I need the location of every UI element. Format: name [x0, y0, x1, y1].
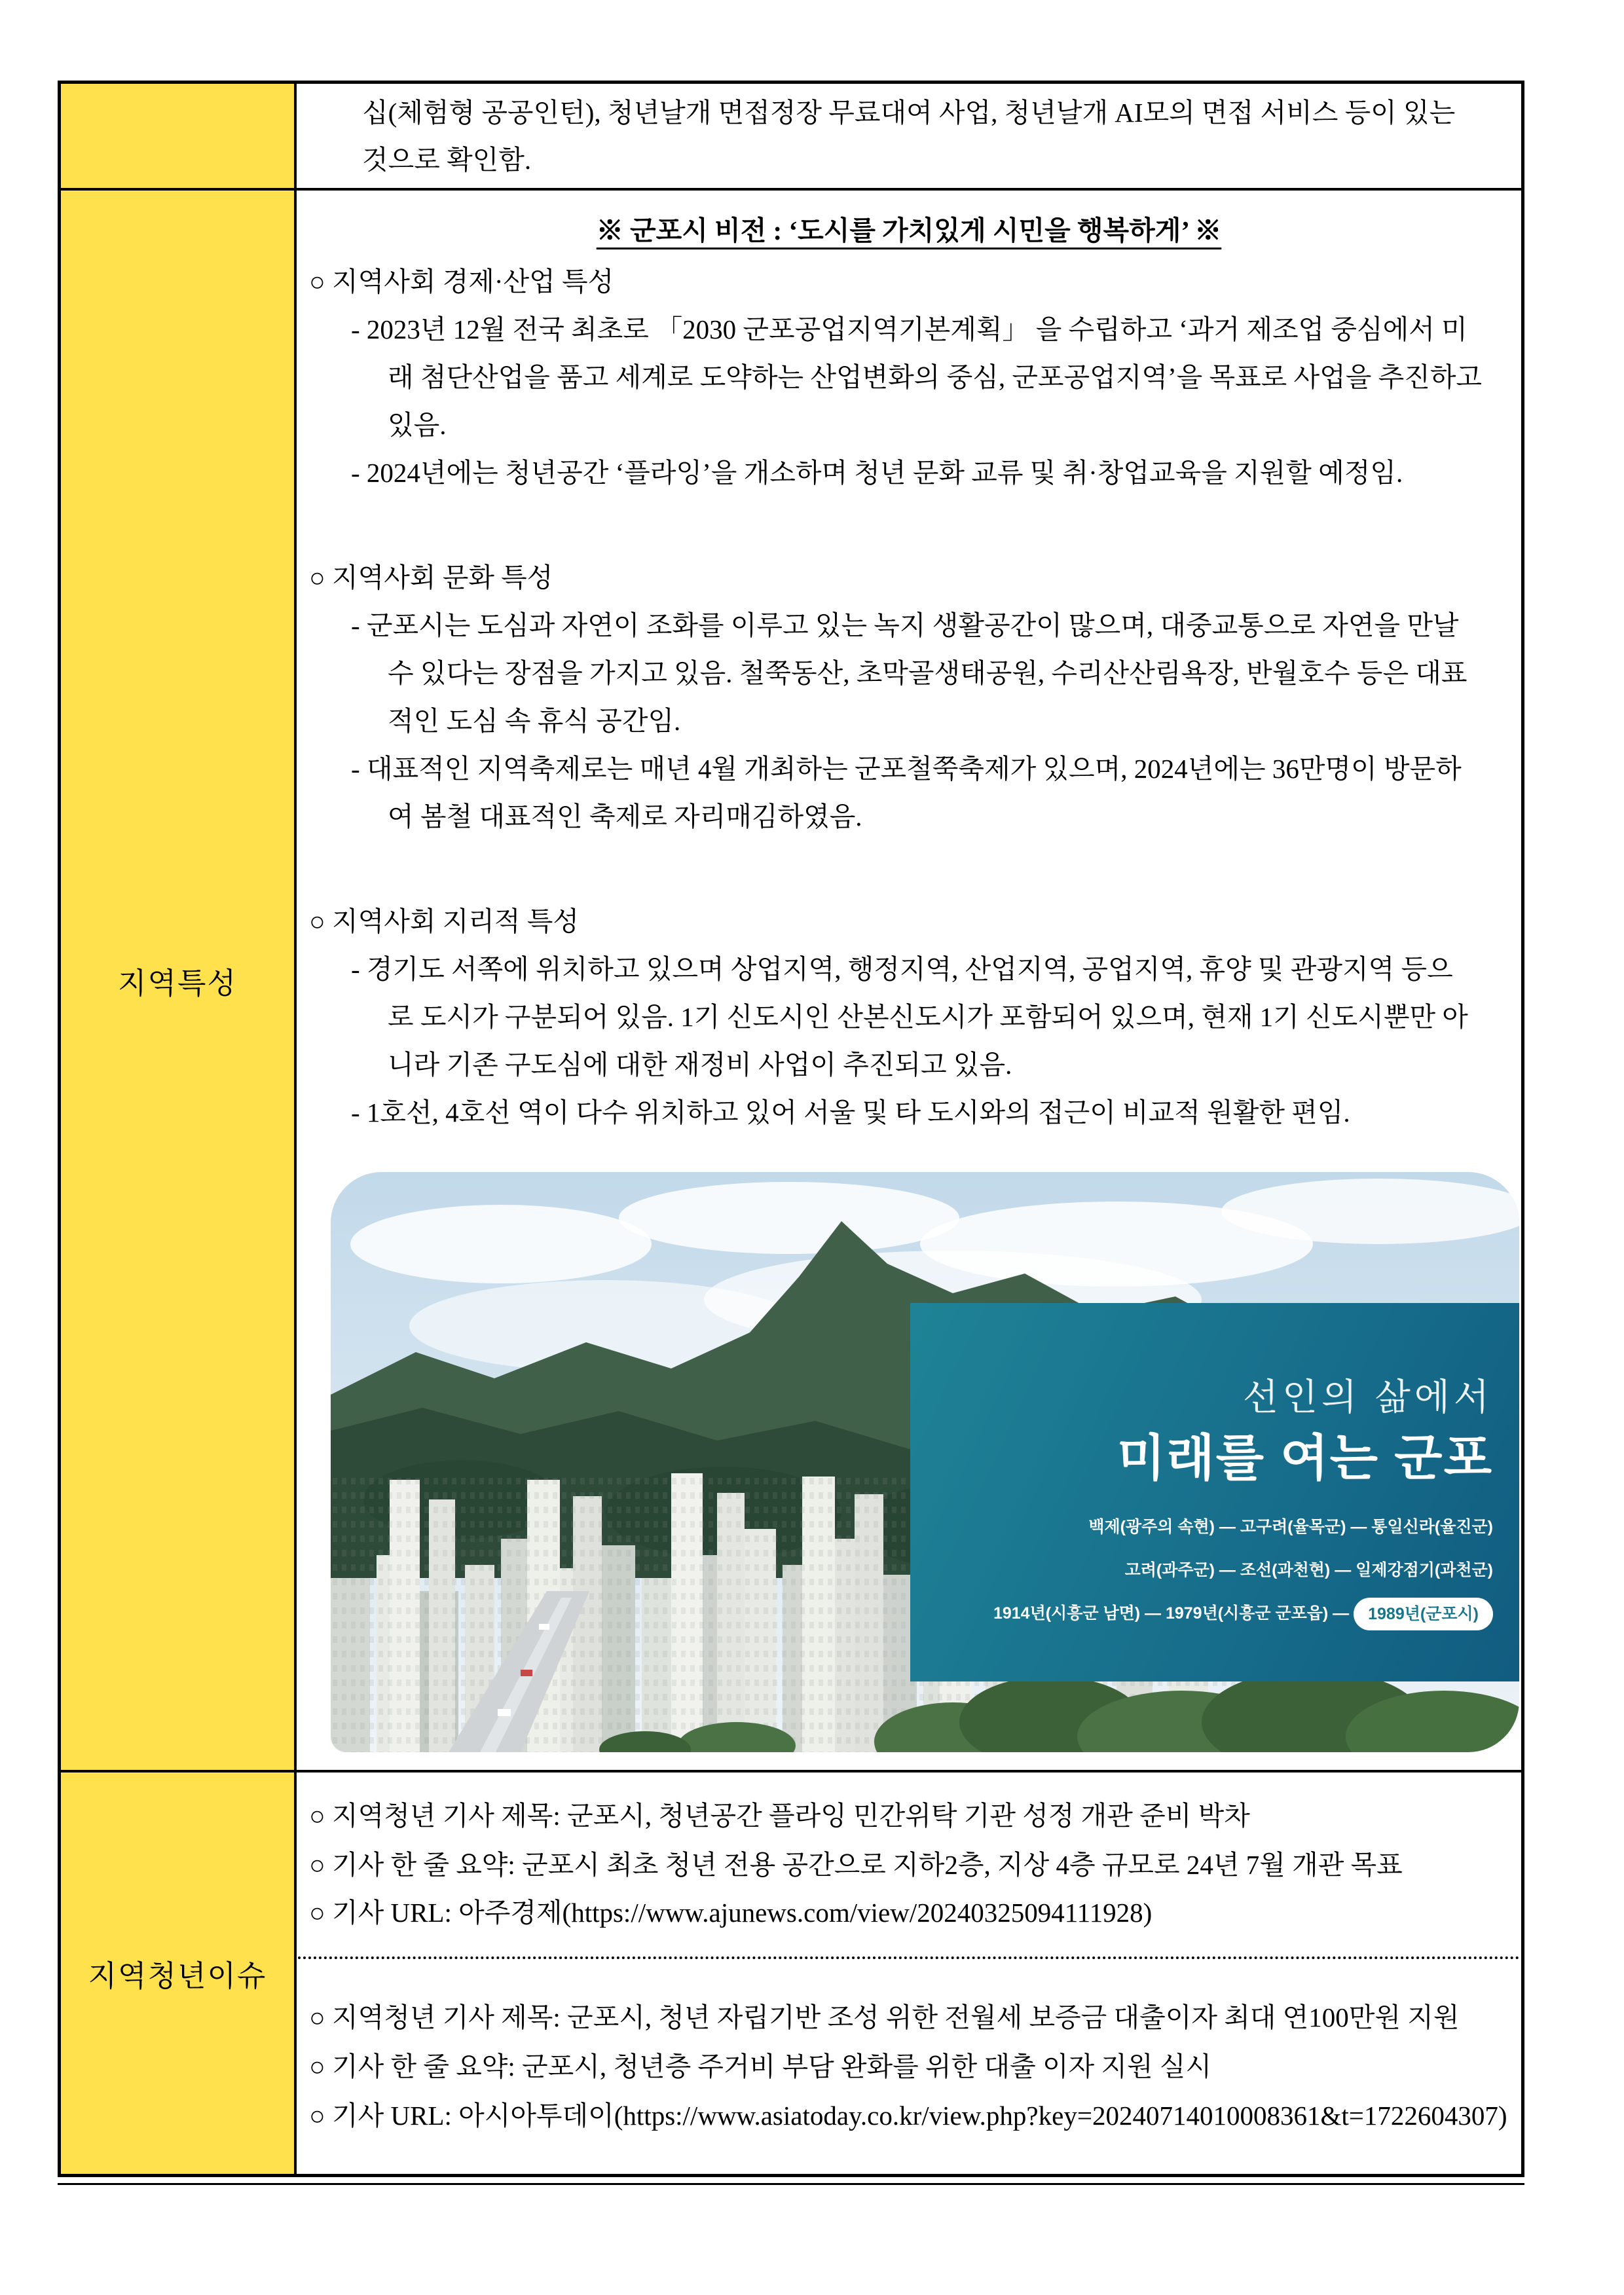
article-url: ○ 기사 URL: 아주경제(https://www.ajunews.com/view/20240325094111928)	[309, 1898, 1153, 1928]
features-content	[297, 191, 1521, 1770]
article-summary: ○ 기사 한 줄 요약: 군포시 최초 청년 전용 공간으로 지하2층, 지상 4층 규모로 24년 7월 개관 목표	[309, 1850, 1403, 1880]
bullet-line: - 경기도 서쪽에 위치하고 있으며 상업지역, 행정지역, 산업지역, 공업지역, 휴양 및 관광지역 등으	[351, 954, 1453, 984]
table-row-youth-issues	[61, 1772, 1521, 2174]
city-photo	[331, 1172, 1519, 1752]
text-line: 래 첨단산업을 품고 세계로 도약하는 산업변화의 중심, 군포공업지역’을 목표로 사업을 추진하고	[388, 362, 1483, 392]
banner-tagline-main: 미래를 여는 군포	[1116, 1431, 1493, 1486]
text-line: 수 있다는 장점을 가지고 있음. 철쭉동산, 초막골생태공원, 수리산산림욕장, 반월호수 등은 대표	[388, 658, 1467, 688]
text-line: 적인 도심 속 휴식 공간임.	[388, 706, 681, 736]
report-table	[58, 81, 1524, 2177]
row-label-features: 지역특성	[61, 191, 297, 1770]
carryover-content	[297, 84, 1521, 188]
article-title: ○ 지역청년 기사 제목: 군포시, 청년공간 플라잉 민간위탁 기관 성정 개관 준비 박차	[309, 1801, 1250, 1831]
bullet-line: - 1호선, 4호선 역이 다수 위치하고 있어 서울 및 타 도시와의 접근이 비교적 원활한 편임.	[351, 1097, 1350, 1128]
banner-history-pill: 1989년(군포시)	[1354, 1598, 1493, 1630]
text-line: 십(체험형 공공인턴), 청년날개 면접정장 무료대여 사업, 청년날개 AI모의 면접 서비스 등이 있는	[362, 98, 1456, 128]
section-heading: ○ 지역사회 경제·산업 특성	[309, 266, 614, 297]
text-line: 것으로 확인함.	[362, 145, 532, 175]
table-bottom-double-line	[58, 2183, 1524, 2185]
text-line: 있음.	[388, 410, 447, 440]
article-title: ○ 지역청년 기사 제목: 군포시, 청년 자립기반 조성 위한 전월세 보증금 대출이자 최대 연100만원 지원	[309, 2002, 1460, 2032]
article-summary: ○ 기사 한 줄 요약: 군포시, 청년층 주거비 부담 완화를 위한 대출 이자 지원 실시	[309, 2051, 1212, 2082]
bullet-line: - 군포시는 도심과 자연이 조화를 이루고 있는 녹지 생활공간이 많으며, 대중교통으로 자연을 만날	[351, 610, 1459, 640]
vision-title-text: ※ 군포시 비전 : ‘도시를 가치있게 시민을 행복하게’ ※	[596, 215, 1222, 246]
bullet-line: - 2023년 12월 전국 최초로 「2030 군포공업지역기본계획」 을 수립하고 ‘과거 제조업 중심에서 미	[351, 314, 1467, 344]
youth-content	[297, 1772, 1521, 2174]
text-line: 로 도시가 구분되어 있음. 1기 신도시인 산본신도시가 포함되어 있으며, 현재 1기 신도시뿐만 아	[388, 1002, 1468, 1032]
text-line: 여 봄철 대표적인 축제로 자리매김하였음.	[388, 801, 862, 832]
dotted-divider	[298, 1956, 1520, 1959]
row-label-youth: 지역청년이슈	[61, 1772, 297, 2174]
table-row-region-features	[61, 191, 1521, 1772]
banner-history-prefix: 1914년(시흥군 남면) — 1979년(시흥군 군포읍) —	[993, 1604, 1350, 1623]
bullet-line: - 대표적인 지역축제로는 매년 4월 개최하는 군포철쭉축제가 있으며, 2024년에는 36만명이 방문하	[351, 754, 1462, 784]
banner-history-line: 백제(광주의 속현) — 고구려(율목군) — 통일신라(율진군)	[1088, 1518, 1493, 1536]
section-heading: ○ 지역사회 문화 특성	[309, 562, 553, 593]
article-url: ○ 기사 URL: 아시아투데이(https://www.asiatoday.co.kr/view.php?key=20240714010008361&t=1722604307)	[309, 2101, 1507, 2131]
section-heading: ○ 지역사회 지리적 특성	[309, 906, 579, 936]
text-line: 니라 기존 구도심에 대한 재정비 사업이 추진되고 있음.	[388, 1050, 1012, 1080]
vision-title	[297, 206, 1521, 255]
banner-history-line: 고려(과주군) — 조선(과천현) — 일제강점기(과천군)	[1124, 1561, 1493, 1579]
banner-tagline-top: 선인의 삶에서	[1242, 1376, 1493, 1418]
row-label-cell-empty	[61, 84, 297, 188]
city-promo-banner	[910, 1303, 1519, 1681]
table-row-carryover	[61, 84, 1521, 191]
banner-history-line	[993, 1595, 1493, 1632]
bullet-line: - 2024년에는 청년공간 ‘플라잉’을 개소하며 청년 문화 교류 및 취·창업교육을 지원할 예정임.	[351, 458, 1403, 488]
